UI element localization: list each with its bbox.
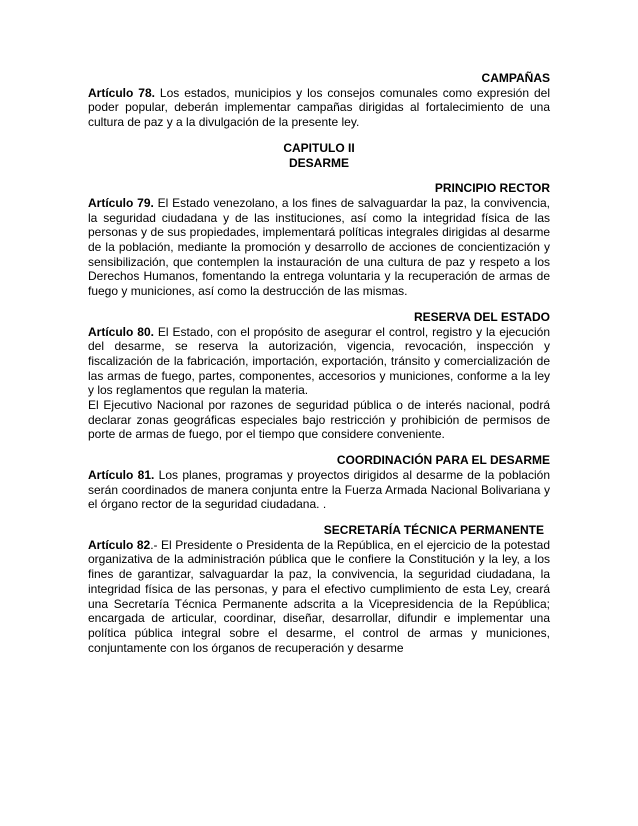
section-heading-secretaria: SECRETARÍA TÉCNICA PERMANENTE: [323, 522, 544, 537]
article-82: [88, 538, 550, 656]
article-82-label: Artículo 82: [88, 537, 151, 552]
article-79-label: Artículo 79.: [88, 195, 154, 210]
article-78: [88, 86, 550, 130]
article-81-text: Los planes, programas y proyectos dirigidos al desarme de la población serán coordinados de manera conjunta entre la Fuerza Armada Nacional Bolivariana y el órgano rector de la seguridad ciudadana. .: [88, 467, 550, 512]
article-80-paragraph-2: El Ejecutivo Nacional por razones de seguridad pública o de interés nacional, podrá declarar zonas geográficas especiales bajo restricción y prohibición de permisos de porte de armas de fuego, por el tiempo que considere conveniente.: [88, 398, 550, 442]
article-80-text: El Estado, con el propósito de asegurar el control, registro y la ejecución del desarme, se reserva la autorización, vigencia, revocación, inspección y fiscalización de la fabricación, importación, exportación, tránsito y comercialización de las armas de fuego, partes, componentes, accesorios y municiones, conforme a la ley y los reglamentos que regulan la materia.: [88, 324, 550, 398]
section-heading-campanas: CAMPAÑAS: [481, 71, 550, 85]
article-79: [88, 196, 550, 299]
section-heading-principio: PRINCIPIO RECTOR: [434, 181, 550, 196]
section-heading-reserva: RESERVA DEL ESTADO: [413, 309, 550, 324]
article-80: [88, 325, 550, 399]
article-80-label: Artículo 80.: [88, 324, 154, 339]
article-81: [88, 468, 550, 512]
article-78-label: Artículo 78.: [88, 85, 155, 100]
section-heading-coordinacion: COORDINACIÓN PARA EL DESARME: [336, 453, 550, 468]
chapter-subtitle: DESARME: [288, 155, 349, 170]
document-page: [88, 71, 550, 655]
article-82-text: .- El Presidente o Presidenta de la República, en el ejercicio de la potestad organizativa de la administración pública que le confiere la Constitución y la ley, a los fines de garantizar, salvaguardar la paz, la convivencia, la seguridad ciudadana, la integridad física de las personas, y para el efectivo cumplimiento de esta Ley, creará una Secretaría Técnica Permanente adscrita a la Vicepresidencia de la República; encargada de articular, coordinar, diseñar, desarrollar, difundir e implementar una política pública integral sobre el desarme, el control de armas y municiones, conjuntamente con los órganos de recuperación y desarme: [88, 537, 550, 655]
article-81-label: Artículo 81.: [88, 467, 155, 482]
article-78-text: Los estados, municipios y los consejos comunales como expresión del poder popular, deberán implementar campañas dirigidas al fortalecimiento de una cultura de paz y a la divulgación de la presente ley.: [88, 85, 550, 130]
article-79-text: El Estado venezolano, a los fines de salvaguardar la paz, la convivencia, la seguridad ciudadana y de las instituciones, así como la integridad física de las personas y de sus propiedades, implementará políticas integrales dirigidas al desarme de la población, mediante la promoción y desarrollo de acciones de concientización y sensibilización, que contemplen la instauración de una cultura de paz y respeto a los Derechos Humanos, fomentando la entrega voluntaria y la recuperación de armas de fuego y municiones, así como la destrucción de las mismas.: [88, 195, 550, 299]
chapter-title: CAPITULO II: [283, 140, 355, 155]
